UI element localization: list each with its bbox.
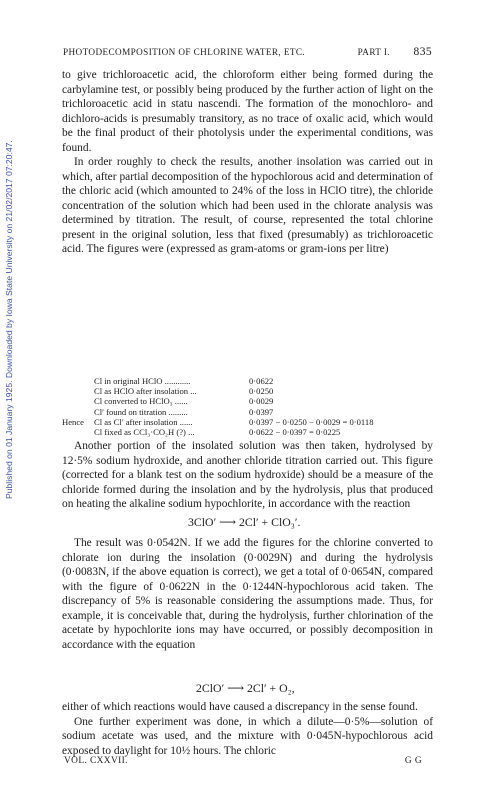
paragraph-4: The result was 0·0542N. If we add the figures for the chlorine converted to chlorate ion during the insolation (0·0029N) and during the hydrolysis (0·0083N, if the above equation is correct), we get a total of 0·0654N, compared with the figure of 0·0622N in the 0·1244N-hypochlorous acid taken. The discrepancy of 5% is reasonable considering the assumptions made. Thus, for example, it is conceivable that, during the hydrolysis, further chlorination of the acetate by hypochlorite ions may have occurred, or possibly decomposition in accordance with the equation <box>62 537 433 651</box>
page-number: 835 <box>413 46 432 58</box>
volume-label: VOL. CXXVII. <box>64 756 128 766</box>
body-text-bottom <box>62 700 433 758</box>
equation-1: 3ClO′ ⟶ 2Cl′ + ClO₃′. <box>188 515 301 529</box>
equation-2: 2ClO′ ⟶ 2Cl′ + O₂, <box>196 681 295 695</box>
paragraph-3: Another portion of the insolated solution was then taken, hydrolysed by 12·5% sodium hydroxide, and another chloride titration carried out. This figure (corrected for a blank test on the sodium hydroxide) should be a measure of the chloride formed during the insolation and by the hydrolysis, plus that produced on heating the alkaline sodium hypochlorite, in accordance with the reaction <box>62 440 433 510</box>
paragraph-1: to give trichloroacetic acid, the chloroform either being formed during the carbylamine test, or possibly being produced by the further action of light on the trichloroacetic acid in statu nascendi. The formation of the monochloro- and dichloro-acids is presumably transitory, as no trace of oxalic acid, which would be the final product of their photolysis under the experimental conditions, was found. <box>62 69 433 154</box>
header-title: PHOTODECOMPOSITION OF CHLORINE WATER, ETC. <box>63 47 306 57</box>
download-watermark: Published on 01 January 1925. Downloaded by Iowa State University on 21/02/2017 07:20:47. <box>4 140 14 500</box>
body-text-top <box>62 68 433 257</box>
running-header <box>63 47 432 61</box>
page-footer <box>64 756 434 766</box>
signature-mark: G G <box>404 756 422 766</box>
paragraph-2: In order roughly to check the results, another insolation was carried out in which, after partial decomposition of the hypochlorous acid and determination of the chloric acid (which amounted to 24% of the loss in HClO titre), the chloride concentration of the solution which had been used in the chlorate analysis was determined by titration. The result, of course, represented the total chlorine present in the original solution, less that fixed (presumably) as trichloroacetic acid. The figures were (expressed as gram-atoms or gram-ions per litre) <box>62 156 433 255</box>
paragraph-5: either of which reactions would have caused a discrepancy in the sense found. <box>62 701 418 713</box>
header-part: PART I. <box>357 47 390 57</box>
paragraph-6: One further experiment was done, in which a dilute—0·5%—solution of sodium acetate was used, and the mixture with 0·045N-hypochlorous acid exposed to daylight for 10½ hours. The chloric <box>62 715 433 757</box>
